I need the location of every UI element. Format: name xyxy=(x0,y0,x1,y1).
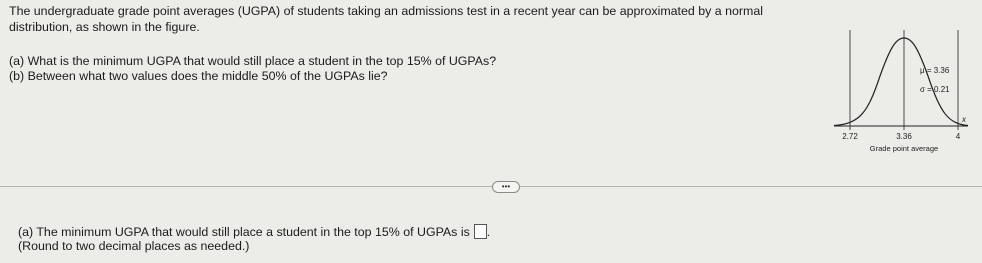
answer-input-box[interactable] xyxy=(474,224,487,239)
section-divider xyxy=(0,186,982,187)
axis-variable: x xyxy=(962,115,966,124)
answer-line xyxy=(18,224,490,240)
bell-curve xyxy=(834,38,968,126)
tick-label-mean: 3.36 xyxy=(896,132,912,141)
question-b: (b) Between what two values does the middle 50% of the UGPAs lie? xyxy=(9,69,388,83)
answer-suffix: . xyxy=(486,225,491,239)
sigma-label: σ = 0.21 xyxy=(920,85,950,94)
expand-more-button[interactable]: ••• xyxy=(492,181,520,193)
rounding-hint: (Round to two decimal places as needed.) xyxy=(18,239,250,253)
axis-title: Grade point average xyxy=(869,144,939,153)
problem-intro: The undergraduate grade point averages (UGPA) of students taking an admissions test in a recent year can be approximated by a normal distribution, as shown in the figure. xyxy=(9,4,763,34)
tick-label-left: 2.72 xyxy=(842,132,858,141)
answer-prompt: (a) The minimum UGPA that would still place a student in the top 15% of UGPAs is xyxy=(18,225,470,239)
question-a: (a) What is the minimum UGPA that would still place a student in the top 15% of UGPAs? xyxy=(9,54,497,68)
problem-statement xyxy=(9,4,799,35)
tick-label-right: 4 xyxy=(955,132,961,141)
mu-label: μ = 3.36 xyxy=(920,66,950,75)
normal-distribution-figure xyxy=(832,26,978,158)
